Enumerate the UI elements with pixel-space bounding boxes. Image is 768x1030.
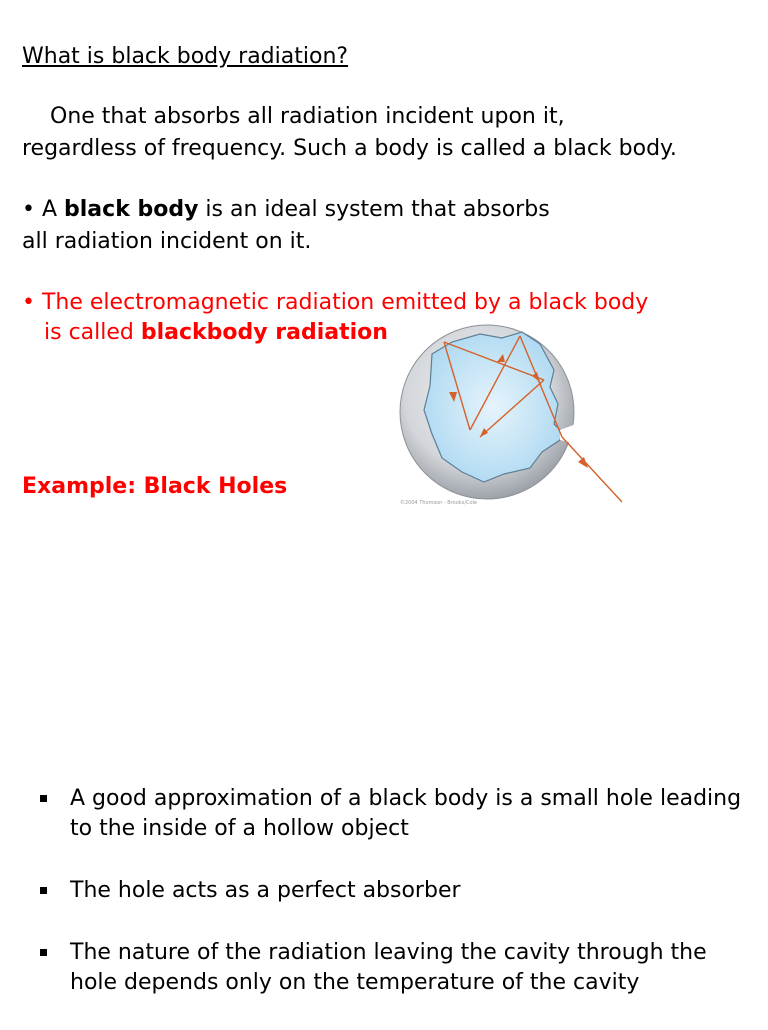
figure-credit: ©2004 Thomson - Brooks/Cole xyxy=(400,500,477,506)
blackbody-radiation-term: blackbody radiation xyxy=(140,320,388,345)
square-bullet-icon xyxy=(40,795,47,802)
page-title: What is black body radiation? xyxy=(22,44,349,69)
black-body-term: black body xyxy=(64,197,199,222)
list-item-text: The nature of the radiation leaving the cavity through the hole depends only on the temperature of the cavity xyxy=(70,940,707,995)
bullet-list xyxy=(22,784,752,1030)
square-bullet-icon xyxy=(40,887,47,894)
definition-line-1: One that absorbs all radiation incident upon it, xyxy=(50,104,565,129)
black-body-bullet: • A xyxy=(22,197,65,222)
example-label: Example: Black Holes xyxy=(22,474,288,499)
list-item xyxy=(22,876,752,906)
black-body-line-2: all radiation incident on it. xyxy=(22,229,312,254)
list-item xyxy=(22,938,752,998)
list-item-text: A good approximation of a black body is a small hole leading to the inside of a hollow object xyxy=(70,786,742,841)
emission-line-2 xyxy=(44,318,388,348)
incoming-ray xyxy=(562,437,622,502)
square-bullet-icon xyxy=(40,949,47,956)
list-item xyxy=(22,784,752,844)
ray-arrowhead-1 xyxy=(578,457,588,468)
cavity-diagram xyxy=(392,312,632,512)
emission-line-1: • The electromagnetic radiation emitted by a black body xyxy=(22,290,649,315)
black-body-rest: is an ideal system that absorbs xyxy=(198,197,550,222)
black-body-line-1 xyxy=(22,195,550,225)
list-item-text: The hole acts as a perfect absorber xyxy=(70,878,461,903)
definition-line-2: regardless of frequency. Such a body is called a black body. xyxy=(22,136,677,161)
emission-prefix: is called xyxy=(44,320,141,345)
